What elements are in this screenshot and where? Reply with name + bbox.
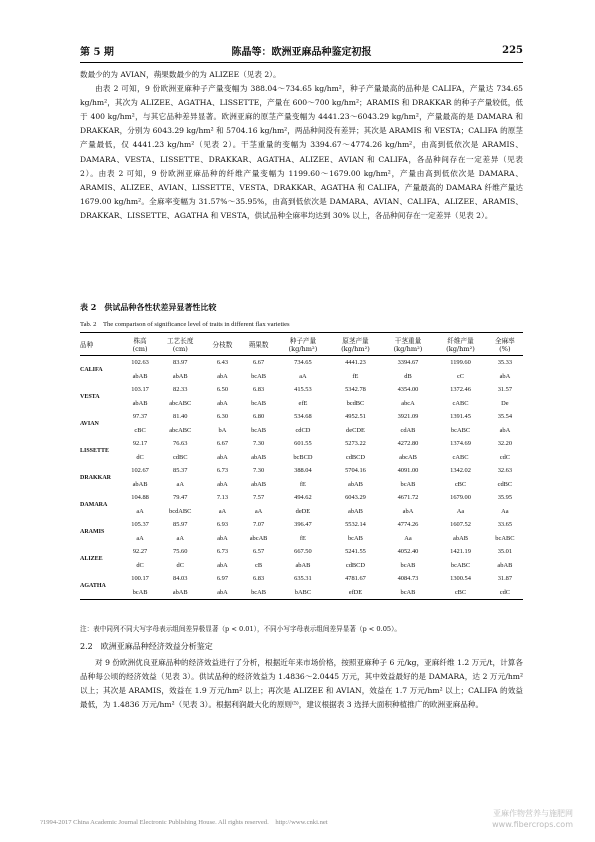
value-cell: 388.04 [294, 467, 312, 475]
value-cell: 3921.09 [397, 413, 419, 421]
value-cell: 667.50 [294, 548, 312, 556]
significance-cell: aA [218, 507, 227, 515]
value-cell: 103.17 [131, 386, 149, 394]
value-cell: 1679.00 [450, 494, 471, 502]
significance-cell: cdC [499, 453, 511, 461]
significance-cell: efDE [329, 586, 382, 600]
value-cell: 6.93 [216, 521, 229, 529]
value-cell: 32.20 [497, 440, 513, 448]
significance-cell: cABC [452, 453, 469, 461]
watermark [492, 808, 573, 830]
value-cell: 82.33 [173, 386, 188, 394]
value-cell: 5342.78 [345, 386, 366, 394]
significance-cell: bcAB [400, 480, 416, 488]
value-cell: 102.63 [131, 359, 149, 367]
significance-cell: abAB [132, 480, 148, 488]
significance-cell: deDE [295, 507, 311, 515]
value-cell: 534.68 [294, 413, 312, 421]
value-cell: 6.83 [252, 575, 265, 583]
significance-cell: abA [217, 372, 228, 380]
table-row-significance [80, 559, 523, 573]
value-cell: 4952.51 [345, 413, 366, 421]
significance-cell: bcABC [495, 534, 515, 542]
value-cell: 104.88 [131, 494, 149, 502]
value-cell: 396.47 [294, 521, 312, 529]
significance-cell: abA [217, 480, 228, 488]
significance-cell: bcAB [251, 399, 267, 407]
significance-cell: bcAB [241, 586, 277, 600]
table-row-values [80, 410, 523, 424]
significance-cell: deCDE [346, 426, 365, 434]
value-cell: 1421.19 [450, 548, 471, 556]
significance-cell: abAB [497, 561, 513, 569]
significance-cell: abA [217, 561, 228, 569]
significance-cell: abA [217, 399, 228, 407]
value-cell: 6.73 [216, 467, 229, 475]
running-header [80, 42, 523, 58]
watermark-line: 亚麻作物营养与施肥网 [493, 809, 573, 818]
significance-cell: abcAB [249, 534, 268, 542]
significance-cell: cB [255, 561, 263, 569]
value-cell: 102.67 [131, 467, 149, 475]
table-header-row [80, 333, 523, 356]
significance-cell: Aa [501, 507, 509, 515]
value-cell: 7.30 [252, 467, 265, 475]
value-cell: 6043.29 [345, 494, 366, 502]
section-number: 2.2 [80, 642, 93, 651]
significance-cell: aA [176, 480, 184, 488]
value-cell: 76.63 [173, 440, 188, 448]
variety-cell: AVIAN [80, 420, 99, 427]
significance-cell: fE [352, 372, 359, 380]
table-row-values [80, 383, 523, 397]
value-cell: 6.30 [216, 413, 229, 421]
value-cell: 7.30 [252, 440, 265, 448]
significance-cell: bcABC [450, 426, 471, 434]
significance-cell: abcA [401, 399, 415, 407]
significance-cell: abAB [453, 534, 468, 542]
value-cell: 35.33 [497, 359, 513, 367]
significance-cell: abA [204, 586, 240, 600]
value-cell: 105.37 [131, 521, 149, 529]
significance-cell: abA [217, 453, 228, 461]
value-cell: 4671.72 [397, 494, 419, 502]
significance-cell: bcAB [251, 372, 267, 380]
table-row-significance [80, 424, 523, 438]
value-cell: 4781.67 [345, 575, 366, 583]
table-row-significance [80, 397, 523, 411]
header-branches: 分枝数 [204, 333, 240, 356]
value-cell: 6.73 [216, 548, 229, 556]
significance-cell: abAB [251, 453, 267, 461]
value-cell: 33.65 [497, 521, 513, 529]
value-cell: 4441.23 [345, 359, 366, 367]
significance-cell: bcAB [347, 534, 363, 542]
value-cell: 601.55 [294, 440, 312, 448]
value-cell: 1199.60 [450, 359, 471, 367]
significance-cell: abA [402, 507, 414, 515]
variety-cell: LISSETTE [80, 447, 110, 454]
significance-cell: cdBC [172, 453, 188, 461]
significance-cell: abA [499, 372, 511, 380]
header-raw-stem: 原茎产量 (kg/hm²) [329, 333, 382, 356]
table-row-significance [80, 532, 523, 546]
table-row-significance [80, 505, 523, 519]
value-cell: 6.43 [216, 359, 229, 367]
value-cell: 92.17 [132, 440, 148, 448]
significance-cell: abAB [132, 372, 148, 380]
value-cell: 100.17 [131, 575, 149, 583]
significance-cell: bABC [277, 586, 330, 600]
header-dry-stem: 干茎重量 (kg/hm²) [382, 333, 435, 356]
paragraph: 对 9 份欧洲优良亚麻品种的经济效益进行了分析，根据近年来市场价格，按照亚麻种子 6 元/kg，亚麻纤维 1.2 万元/t，计算各品种每公顷的经济效益（见表 3）。供试品种的经济效益为 1.4836～2.0445 万元，其中效益最好的是 DAMARA，达 2 万元/hm² 以上；其次是 ARAMIS，效益在 1.9 万元/hm² 以上；再次是 ALIZEE 和 AVIAN，效益在 1.7 万元/hm² 以上；CALIFA 的效益最低，为 1.4836 万元/hm²（见表 3）。根据利润最大化的原则⁽⁵⁾，建议根据表 3 选择大面积种植推广的欧洲亚麻品种。 [80, 658, 523, 710]
table-row-values [80, 518, 523, 532]
significance-cell: fE [299, 480, 306, 488]
significance-cell: bcAB [382, 586, 435, 600]
page-number: 225 [502, 44, 523, 56]
significance-cell: bA [218, 426, 227, 434]
value-cell: 4091.00 [397, 467, 419, 475]
significance-cell: efE [298, 399, 308, 407]
value-cell: 85.97 [173, 521, 188, 529]
variety-cell: VESTA [80, 393, 100, 400]
variety-cell: DAMARA [80, 501, 108, 508]
significance-cell: bcBCD [293, 453, 313, 461]
value-cell: 97.37 [132, 413, 148, 421]
significance-cell: cdBC [497, 480, 513, 488]
significance-cell: cdBCD [345, 453, 366, 461]
value-cell: 5241.55 [345, 548, 366, 556]
value-cell: 4272.80 [397, 440, 419, 448]
value-cell: 4052.40 [397, 548, 419, 556]
value-cell: 1607.52 [450, 521, 471, 529]
table-row-values [80, 572, 523, 586]
table-note: 注：表中同列不同大写字母表示组间差异极显著（p < 0.01），不同小写字母表示组间差异显著（p < 0.05）。 [80, 625, 401, 633]
table-row-values [80, 491, 523, 505]
significance-cell: De [501, 399, 509, 407]
significance-cell: cBC [134, 426, 146, 434]
paragraph: 由表 2 可知，9 份欧洲亚麻种子产量变幅为 388.04～734.65 kg/hm²，种子产量最高的品种是 CALIFA，产量达 734.65 kg/hm²，其次为 ALIZEE、AGATHA、LISSETTE，产量在 600～700 kg/hm²；ARAMIS 和 DRAKKAR 的种子产量较低，低于 400 kg/hm²，与其它品种差异显著。欧洲亚麻的原茎产量变幅为 4441.23～6043.29 kg/hm²，产量最高的是 DAMARA 和 DRAKKAR，分别为 6043.29 kg/hm² 和 5704.16 kg/hm²，两品种间没有差异；其次是 ARAMIS 和 VESTA；CALIFA 的原茎产量最低，仅 4441.23 kg/hm²（见表 2）。干茎重量的变幅为 3394.67～4774.26 kg/hm²，由高到低依次是 ARAMIS、DAMARA、VESTA、LISSETTE、DRAKKAR、AGATHA、ALIZEE、AVIAN 和 CALIFA，各品种间存在一定差异（见表 2）。由表 2 可知，9 份欧洲亚麻品种的纤维产量变幅为 1199.60～1679.00 kg/hm²，产量由高到低依次是 DAMARA、ARAMIS、ALIZEE、AVIAN、LISSETTE、VESTA、DRAKKAR、AGATHA 和 CALIFA，产量最高的 DAMARA 纤维产量达 1679.00 kg/hm²。全麻率变幅为 31.57%～35.95%，由高到低依次是 DAMARA、AVIAN、CALIFA、ALIZEE、ARAMIS、DRAKKAR、LISSETTE、AGATHA 和 VESTA，供试品种全麻率均达到 30% 以上，各品种间存在一定差异（见表 2）。 [80, 84, 523, 220]
section-title: 欧洲亚麻品种经济效益分析鉴定 [100, 642, 213, 651]
value-cell: 1372.46 [450, 386, 471, 394]
value-cell: 6.67 [252, 359, 265, 367]
value-cell: 5532.14 [345, 521, 366, 529]
significance-cell: abcAB [399, 453, 417, 461]
significance-table [80, 332, 523, 600]
significance-cell: abAB [156, 586, 204, 600]
value-cell: 415.53 [294, 386, 312, 394]
value-cell: 35.95 [497, 494, 513, 502]
significance-cell: cBC [454, 480, 467, 488]
value-cell: 5704.16 [345, 467, 366, 475]
variety-cell: ARAMIS [80, 528, 105, 535]
significance-cell: aA [136, 534, 144, 542]
value-cell: 81.40 [173, 413, 188, 421]
section-heading [80, 641, 213, 652]
significance-cell: bcAB [124, 586, 156, 600]
table-row-significance [80, 586, 523, 600]
table-row-significance [80, 451, 523, 465]
value-cell: 31.57 [497, 386, 513, 394]
results-text [80, 68, 523, 223]
running-title: 陈晶等：欧洲亚麻品种鉴定初报 [231, 46, 372, 58]
table-row-significance [80, 478, 523, 492]
value-cell: 4084.73 [397, 575, 419, 583]
value-cell: 6.80 [252, 413, 265, 421]
significance-cell: cdAB [400, 426, 416, 434]
significance-cell: Aa [404, 534, 412, 542]
value-cell: 494.62 [294, 494, 312, 502]
value-cell: 32.63 [497, 467, 513, 475]
header-fiber-yield: 纤维产量 (kg/hm²) [434, 333, 487, 356]
significance-cell: abcABC [169, 399, 192, 407]
paragraph: 数最少的为 AVIAN，蒴果数最少的为 ALIZEE（见表 2）。 [80, 70, 281, 79]
significance-cell: cABC [452, 399, 469, 407]
significance-cell: abA [499, 426, 511, 434]
significance-cell: cdBCD [345, 561, 366, 569]
value-cell: 7.57 [252, 494, 265, 502]
significance-cell: bcAB [400, 561, 416, 569]
value-cell: 4354.00 [397, 386, 419, 394]
significance-cell: dB [404, 372, 412, 380]
significance-cell: dC [176, 561, 184, 569]
significance-cell: abAB [295, 561, 311, 569]
value-cell: 1300.54 [450, 575, 471, 583]
significance-cell: abAB [347, 480, 363, 488]
value-cell: 31.87 [497, 575, 513, 583]
value-cell: 35.01 [497, 548, 513, 556]
value-cell: 84.03 [173, 575, 188, 583]
variety-cell: CALIFA [80, 366, 103, 373]
value-cell: 6.67 [216, 440, 229, 448]
watermark-line: www.fibercrops.com [492, 820, 573, 829]
variety-cell: AGATHA [80, 572, 124, 600]
value-cell: 7.07 [252, 521, 265, 529]
value-cell: 1342.02 [450, 467, 471, 475]
value-cell: 83.97 [173, 359, 188, 367]
value-cell: 1374.69 [450, 440, 471, 448]
table-row-significance [80, 370, 523, 384]
table-row-values [80, 545, 523, 559]
significance-cell: cC [456, 372, 465, 380]
header-plant-height: 株高 (cm) [124, 333, 156, 356]
header-tech-length: 工艺长度 (cm) [156, 333, 204, 356]
value-cell: 6.97 [216, 575, 229, 583]
value-cell: 6.57 [252, 548, 265, 556]
significance-cell: abAB [172, 372, 188, 380]
header-capsules: 蒴果数 [241, 333, 277, 356]
significance-cell: cBC [434, 586, 487, 600]
significance-cell: bcdABC [169, 507, 192, 515]
value-cell: 6.50 [216, 386, 229, 394]
significance-cell: bcABC [450, 561, 471, 569]
table-row-values [80, 464, 523, 478]
economic-text [80, 656, 523, 712]
value-cell: 6.83 [252, 386, 265, 394]
value-cell: 75.60 [173, 548, 188, 556]
significance-cell: aA [254, 507, 263, 515]
significance-cell: abAB [132, 399, 148, 407]
variety-cell: DRAKKAR [80, 474, 111, 481]
variety-cell: ALIZEE [80, 555, 103, 562]
value-cell: 734.65 [294, 359, 312, 367]
value-cell: 4774.26 [397, 521, 419, 529]
significance-cell: fE [299, 534, 306, 542]
header-seed-yield: 种子产量 (kg/hm²) [277, 333, 330, 356]
significance-cell: abAB [251, 480, 267, 488]
significance-cell: cdCD [295, 426, 311, 434]
value-cell: 635.31 [294, 575, 312, 583]
table-caption-en: Tab. 2 The comparison of significance level of traits in different flax varieties [80, 321, 290, 328]
copyright-footer: ?1994-2017 China Academic Journal Electronic Publishing House. All rights reserved. http://www.cnki.net [40, 819, 328, 826]
significance-cell: dC [136, 561, 144, 569]
value-cell: 79.47 [173, 494, 188, 502]
table-row-values [80, 437, 523, 451]
significance-cell: cdC [487, 586, 523, 600]
significance-cell: bcdBC [346, 399, 365, 407]
significance-cell: aA [136, 507, 144, 515]
issue-number: 第 5 期 [80, 46, 114, 58]
header-variety: 品种 [80, 333, 124, 356]
significance-cell: abAB [347, 507, 363, 515]
value-cell: 35.54 [497, 413, 513, 421]
significance-cell: abA [217, 534, 228, 542]
value-cell: 1391.45 [450, 413, 471, 421]
value-cell: 92.27 [132, 548, 148, 556]
significance-cell: bcAB [251, 426, 267, 434]
significance-cell: aA [176, 534, 184, 542]
value-cell: 7.13 [216, 494, 229, 502]
table-row-values [80, 356, 523, 370]
table-caption-cn: 表 2 供试品种各性状差异显著性比较 [80, 302, 217, 312]
significance-cell: aA [299, 372, 307, 380]
significance-cell: Aa [456, 507, 465, 515]
header-fiber-rate: 全麻率 (%) [487, 333, 523, 356]
value-cell: 3394.67 [397, 359, 419, 367]
value-cell: 85.37 [173, 467, 188, 475]
header-rule [80, 62, 523, 63]
significance-cell: abcABC [169, 426, 192, 434]
value-cell: 5273.22 [345, 440, 366, 448]
significance-cell: dC [136, 453, 144, 461]
